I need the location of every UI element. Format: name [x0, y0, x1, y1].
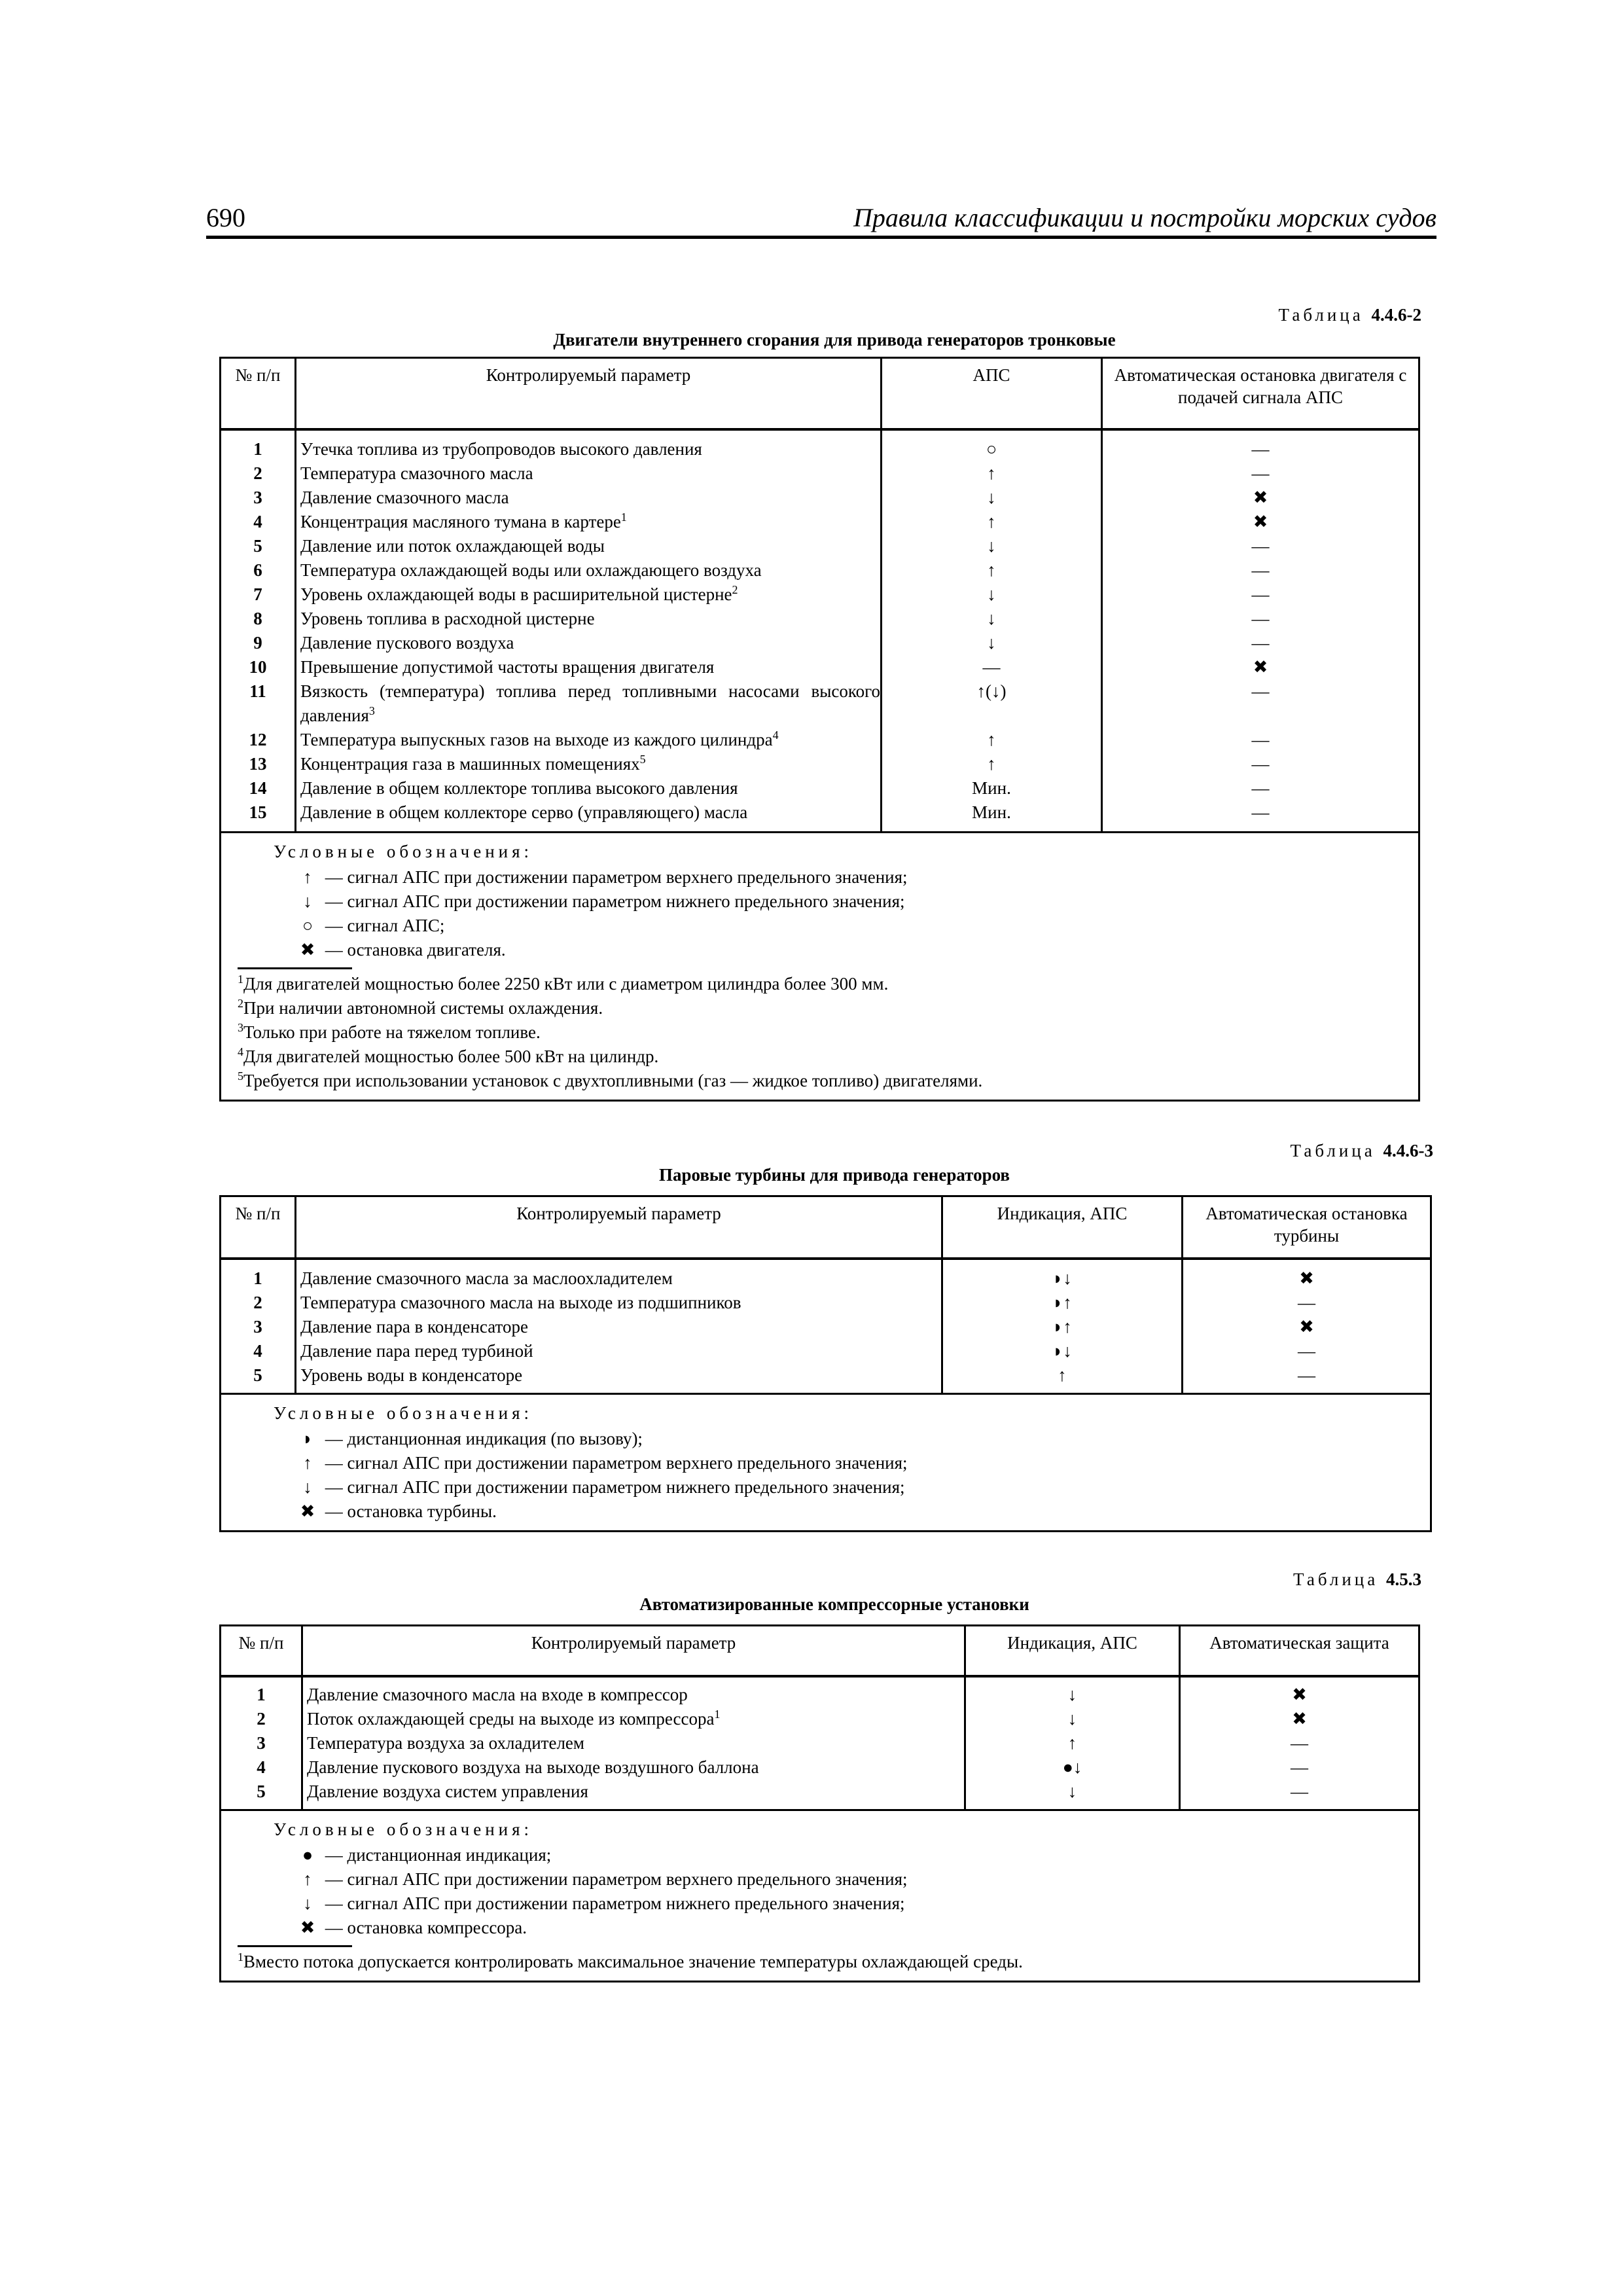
column-header: № п/п	[221, 1196, 296, 1259]
row-number: 2	[253, 463, 262, 483]
action-column	[1180, 1676, 1419, 1810]
column-header: Контролируемый параметр	[296, 358, 882, 430]
alarm-symbol: ↑	[987, 754, 996, 774]
alarm-symbol: ↑	[1058, 1365, 1067, 1385]
parameter-cell: Давление в общем коллекторе топлива высокого давления	[300, 778, 738, 798]
parameter-cell: Уровень охлаждающей воды в расширительной цистерне$^2$	[300, 583, 738, 604]
alarm-symbol: ↓	[1067, 1782, 1077, 1801]
alarm-symbol: Мин.	[972, 778, 1011, 798]
action-symbol: —	[1251, 730, 1270, 749]
alarm-symbol: ◗↑	[1052, 1293, 1072, 1312]
legend-item: ↑ — сигнал АПС при достижении параметром верхнего предельного значения;	[303, 867, 908, 887]
action-symbol: —	[1291, 1782, 1308, 1801]
action-symbol: ✖	[1292, 1685, 1307, 1704]
action-symbol: —	[1251, 633, 1270, 653]
parameter-cell: Давление пара в конденсаторе	[300, 1317, 528, 1336]
parameter-cell: Давление пара перед турбиной	[300, 1341, 533, 1361]
row-number: 5	[253, 536, 262, 556]
footnote-ref: 5	[639, 753, 646, 766]
column-header: Контролируемый параметр	[296, 1196, 942, 1259]
footnote: $^4$Для двигателей мощностью более 500 кВт на цилиндр.	[238, 1045, 659, 1066]
steam-turbines-table	[219, 1195, 1432, 1532]
legend-item: ↓ — сигнал АПС при достижении параметром нижнего предельного значения;	[303, 1893, 905, 1913]
alarm-symbol: ↑	[987, 730, 996, 749]
row-number: 9	[253, 633, 262, 653]
row-number: 3	[253, 488, 262, 507]
parameter-cell: Температура смазочного масла	[300, 463, 533, 483]
alarm-column	[882, 429, 1102, 833]
legend-title: Условные обозначения:	[274, 1820, 533, 1839]
footnote: $^5$Требуется при использовании установок с двухтопливными (газ — жидкое топливо) двигателями.	[238, 1069, 983, 1090]
legend-item: ✖ — остановка двигателя.	[300, 940, 506, 960]
table-caption: Таблица 4.5.3	[1293, 1570, 1421, 1589]
alarm-symbol: ↑	[987, 463, 996, 483]
action-symbol: —	[1251, 536, 1270, 556]
compressor-units-table	[219, 1624, 1420, 1982]
action-symbol: —	[1251, 439, 1270, 459]
row-number: 1	[257, 1685, 266, 1704]
parameter-cell: Вязкость (температура) топлива перед топливными насосами высокого давления$^3$	[300, 681, 880, 725]
row-number: 7	[253, 584, 262, 604]
action-symbol: —	[1298, 1341, 1315, 1361]
alarm-symbol: ●↓	[1062, 1757, 1082, 1777]
action-symbol: ✖	[1292, 1709, 1307, 1729]
action-symbol: ✖	[1253, 657, 1268, 677]
column-header: АПС	[882, 358, 1102, 430]
parameter-cell: Утечка топлива из трубопроводов высокого давления	[300, 439, 702, 459]
legend-item: ● — дистанционная индикация;	[302, 1845, 552, 1865]
parameter-cell: Давление в общем коллекторе серво (управляющего) масла	[300, 802, 748, 822]
alarm-symbol: ↓	[1067, 1685, 1077, 1704]
action-symbol: —	[1251, 754, 1270, 774]
table-caption: Таблица 4.4.6-2	[1278, 305, 1421, 325]
action-symbol: —	[1291, 1733, 1308, 1753]
legend	[221, 1394, 1431, 1532]
footnote-ref: 1	[714, 1708, 721, 1721]
action-symbol: —	[1251, 681, 1270, 701]
parameter-cell: Давление смазочного масла на входе в компрессор	[307, 1685, 688, 1704]
parameter-cell: Уровень воды в конденсаторе	[300, 1365, 523, 1385]
parameter-cell: Концентрация масляного тумана в картере$^1$	[300, 511, 627, 531]
footnote-rule	[238, 1945, 352, 1947]
footnote-ref: 4	[772, 728, 779, 742]
alarm-symbol: ◗↓	[1052, 1341, 1072, 1361]
row-number: 14	[249, 778, 267, 798]
parameter-cell: Давление пускового воздуха	[300, 633, 514, 653]
action-symbol: —	[1251, 584, 1270, 604]
legend-item: ↑ — сигнал АПС при достижении параметром верхнего предельного значения;	[303, 1869, 908, 1889]
parameter-cell: Температура охлаждающей воды или охлаждающего воздуха	[300, 560, 762, 580]
row-number: 3	[257, 1733, 266, 1753]
action-symbol: —	[1251, 609, 1270, 628]
action-symbol: —	[1251, 778, 1270, 798]
legend	[221, 833, 1419, 1101]
action-symbol: ✖	[1299, 1268, 1314, 1288]
row-number: 5	[253, 1365, 262, 1385]
alarm-symbol: ↓	[987, 536, 996, 556]
legend-title: Условные обозначения:	[274, 1403, 533, 1423]
table-title: Автоматизированные компрессорные установки	[639, 1594, 1029, 1614]
action-symbol: ✖	[1253, 488, 1268, 507]
alarm-symbol: ↑(↓)	[976, 681, 1007, 701]
action-symbol: —	[1251, 802, 1270, 822]
column-header: Автоматическая остановка двигателя с подачей сигнала АПС	[1102, 358, 1419, 430]
alarm-symbol: ↓	[987, 633, 996, 653]
row-number: 15	[249, 802, 267, 822]
ice-engines-table	[219, 357, 1420, 1102]
action-symbol: ✖	[1299, 1317, 1314, 1336]
legend-item: ↓ — сигнал АПС при достижении параметром нижнего предельного значения;	[303, 1477, 905, 1497]
legend-item: ✖ — остановка турбины.	[300, 1501, 497, 1521]
running-title: Правила классификации и постройки морских судов	[853, 203, 1436, 232]
row-number: 12	[249, 730, 267, 749]
footnote-ref: 2	[732, 583, 738, 596]
parameter-cell: Давление смазочного масла	[300, 488, 509, 507]
footnote: $^1$Для двигателей мощностью более 2250 кВт или с диаметром цилиндра более 300 мм.	[238, 973, 889, 994]
legend-item: ✖ — остановка компрессора.	[300, 1918, 527, 1937]
footnote-ref: 3	[368, 704, 375, 717]
row-number: 10	[249, 657, 267, 677]
column-header: Автоматическая защита	[1180, 1626, 1419, 1677]
page-header	[206, 200, 1436, 239]
legend-item: ↑ — сигнал АПС при достижении параметром верхнего предельного значения;	[303, 1453, 908, 1473]
alarm-column	[942, 1259, 1183, 1394]
parameter-cell: Давление смазочного масла за маслоохладителем	[300, 1268, 673, 1288]
action-symbol: —	[1251, 560, 1270, 580]
alarm-symbol: —	[982, 657, 1001, 677]
alarm-symbol: ◗↓	[1052, 1268, 1072, 1288]
table-caption: Таблица 4.4.6-3	[1290, 1141, 1433, 1160]
footnote: $^3$Только при работе на тяжелом топливе.	[238, 1021, 541, 1042]
row-number: 2	[253, 1293, 262, 1312]
column-header: № п/п	[221, 1626, 302, 1677]
column-header: Индикация, АПС	[942, 1196, 1183, 1259]
action-symbol: —	[1298, 1365, 1315, 1385]
parameter-cell: Поток охлаждающей среды на выходе из компрессора$^1$	[307, 1708, 721, 1729]
row-number: 3	[253, 1317, 262, 1336]
row-number: 4	[253, 512, 262, 531]
alarm-symbol: ↓	[1067, 1709, 1077, 1729]
legend-item: ◗ — дистанционная индикация (по вызову);	[302, 1429, 643, 1448]
footnote: $^2$При наличии автономной системы охлаждения.	[238, 997, 603, 1018]
parameter-cell: Уровень топлива в расходной цистерне	[300, 609, 595, 628]
legend-item: ○ — сигнал АПС;	[302, 916, 445, 935]
alarm-symbol: ↑	[987, 560, 996, 580]
action-column	[1102, 429, 1419, 833]
row-number: 1	[253, 1268, 262, 1288]
column-header: Индикация, АПС	[965, 1626, 1180, 1677]
column-header: Автоматическая остановка турбины	[1183, 1196, 1431, 1259]
alarm-symbol: ↓	[987, 609, 996, 628]
parameter-cell: Концентрация газа в машинных помещениях$^5$	[300, 753, 646, 774]
parameters-column	[302, 1676, 965, 1810]
action-column	[1183, 1259, 1431, 1394]
alarm-symbol: Мин.	[972, 802, 1011, 822]
row-numbers-column	[221, 1259, 296, 1394]
legend	[221, 1810, 1419, 1982]
row-numbers-column	[221, 1676, 302, 1810]
parameter-cell: Давление пускового воздуха на выходе воздушного баллона	[307, 1757, 759, 1777]
row-number: 5	[257, 1782, 266, 1801]
alarm-symbol: ↓	[987, 584, 996, 604]
parameter-cell: Давление или поток охлаждающей воды	[300, 536, 605, 556]
alarm-symbol: ○	[986, 439, 997, 459]
footnote: $^1$Вместо потока допускается контролировать максимальное значение температуры охлаждающей среды.	[238, 1950, 1023, 1971]
action-symbol: —	[1291, 1757, 1308, 1777]
parameter-cell: Превышение допустимой частоты вращения двигателя	[300, 657, 715, 677]
legend-title: Условные обозначения:	[274, 842, 533, 861]
alarm-column	[965, 1676, 1180, 1810]
row-number: 4	[253, 1341, 262, 1361]
footnote-ref: 1	[620, 511, 627, 524]
parameters-column	[296, 429, 882, 833]
parameter-cell: Давление воздуха систем управления	[307, 1782, 588, 1801]
column-header: Контролируемый параметр	[302, 1626, 965, 1677]
alarm-symbol: ↑	[1067, 1733, 1077, 1753]
parameter-cell: Температура воздуха за охладителем	[307, 1733, 584, 1753]
row-number: 11	[249, 681, 266, 701]
alarm-symbol: ◗↑	[1052, 1317, 1072, 1336]
parameter-cell: Температура смазочного масла на выходе из подшипников	[300, 1293, 741, 1312]
parameter-cell: Температура выпускных газов на выходе из каждого цилиндра$^4$	[300, 728, 779, 749]
row-number: 8	[253, 609, 262, 628]
footnote-rule	[238, 967, 352, 969]
parameters-column	[296, 1259, 942, 1394]
table-title: Паровые турбины для привода генераторов	[658, 1165, 1010, 1185]
row-numbers-column	[221, 429, 296, 833]
row-number: 2	[257, 1709, 266, 1729]
row-number: 4	[257, 1757, 266, 1777]
legend-item: ↓ — сигнал АПС при достижении параметром нижнего предельного значения;	[303, 891, 905, 911]
row-number: 13	[249, 754, 267, 774]
row-number: 6	[253, 560, 262, 580]
row-number: 1	[253, 439, 262, 459]
alarm-symbol: ↓	[987, 488, 996, 507]
action-symbol: —	[1251, 463, 1270, 483]
alarm-symbol: ↑	[987, 512, 996, 531]
action-symbol: ✖	[1253, 512, 1268, 531]
action-symbol: —	[1298, 1293, 1315, 1312]
column-header: № п/п	[221, 358, 296, 430]
page-number: 690	[206, 203, 245, 232]
table-title: Двигатели внутреннего сгорания для привода генераторов тронковые	[553, 330, 1116, 350]
